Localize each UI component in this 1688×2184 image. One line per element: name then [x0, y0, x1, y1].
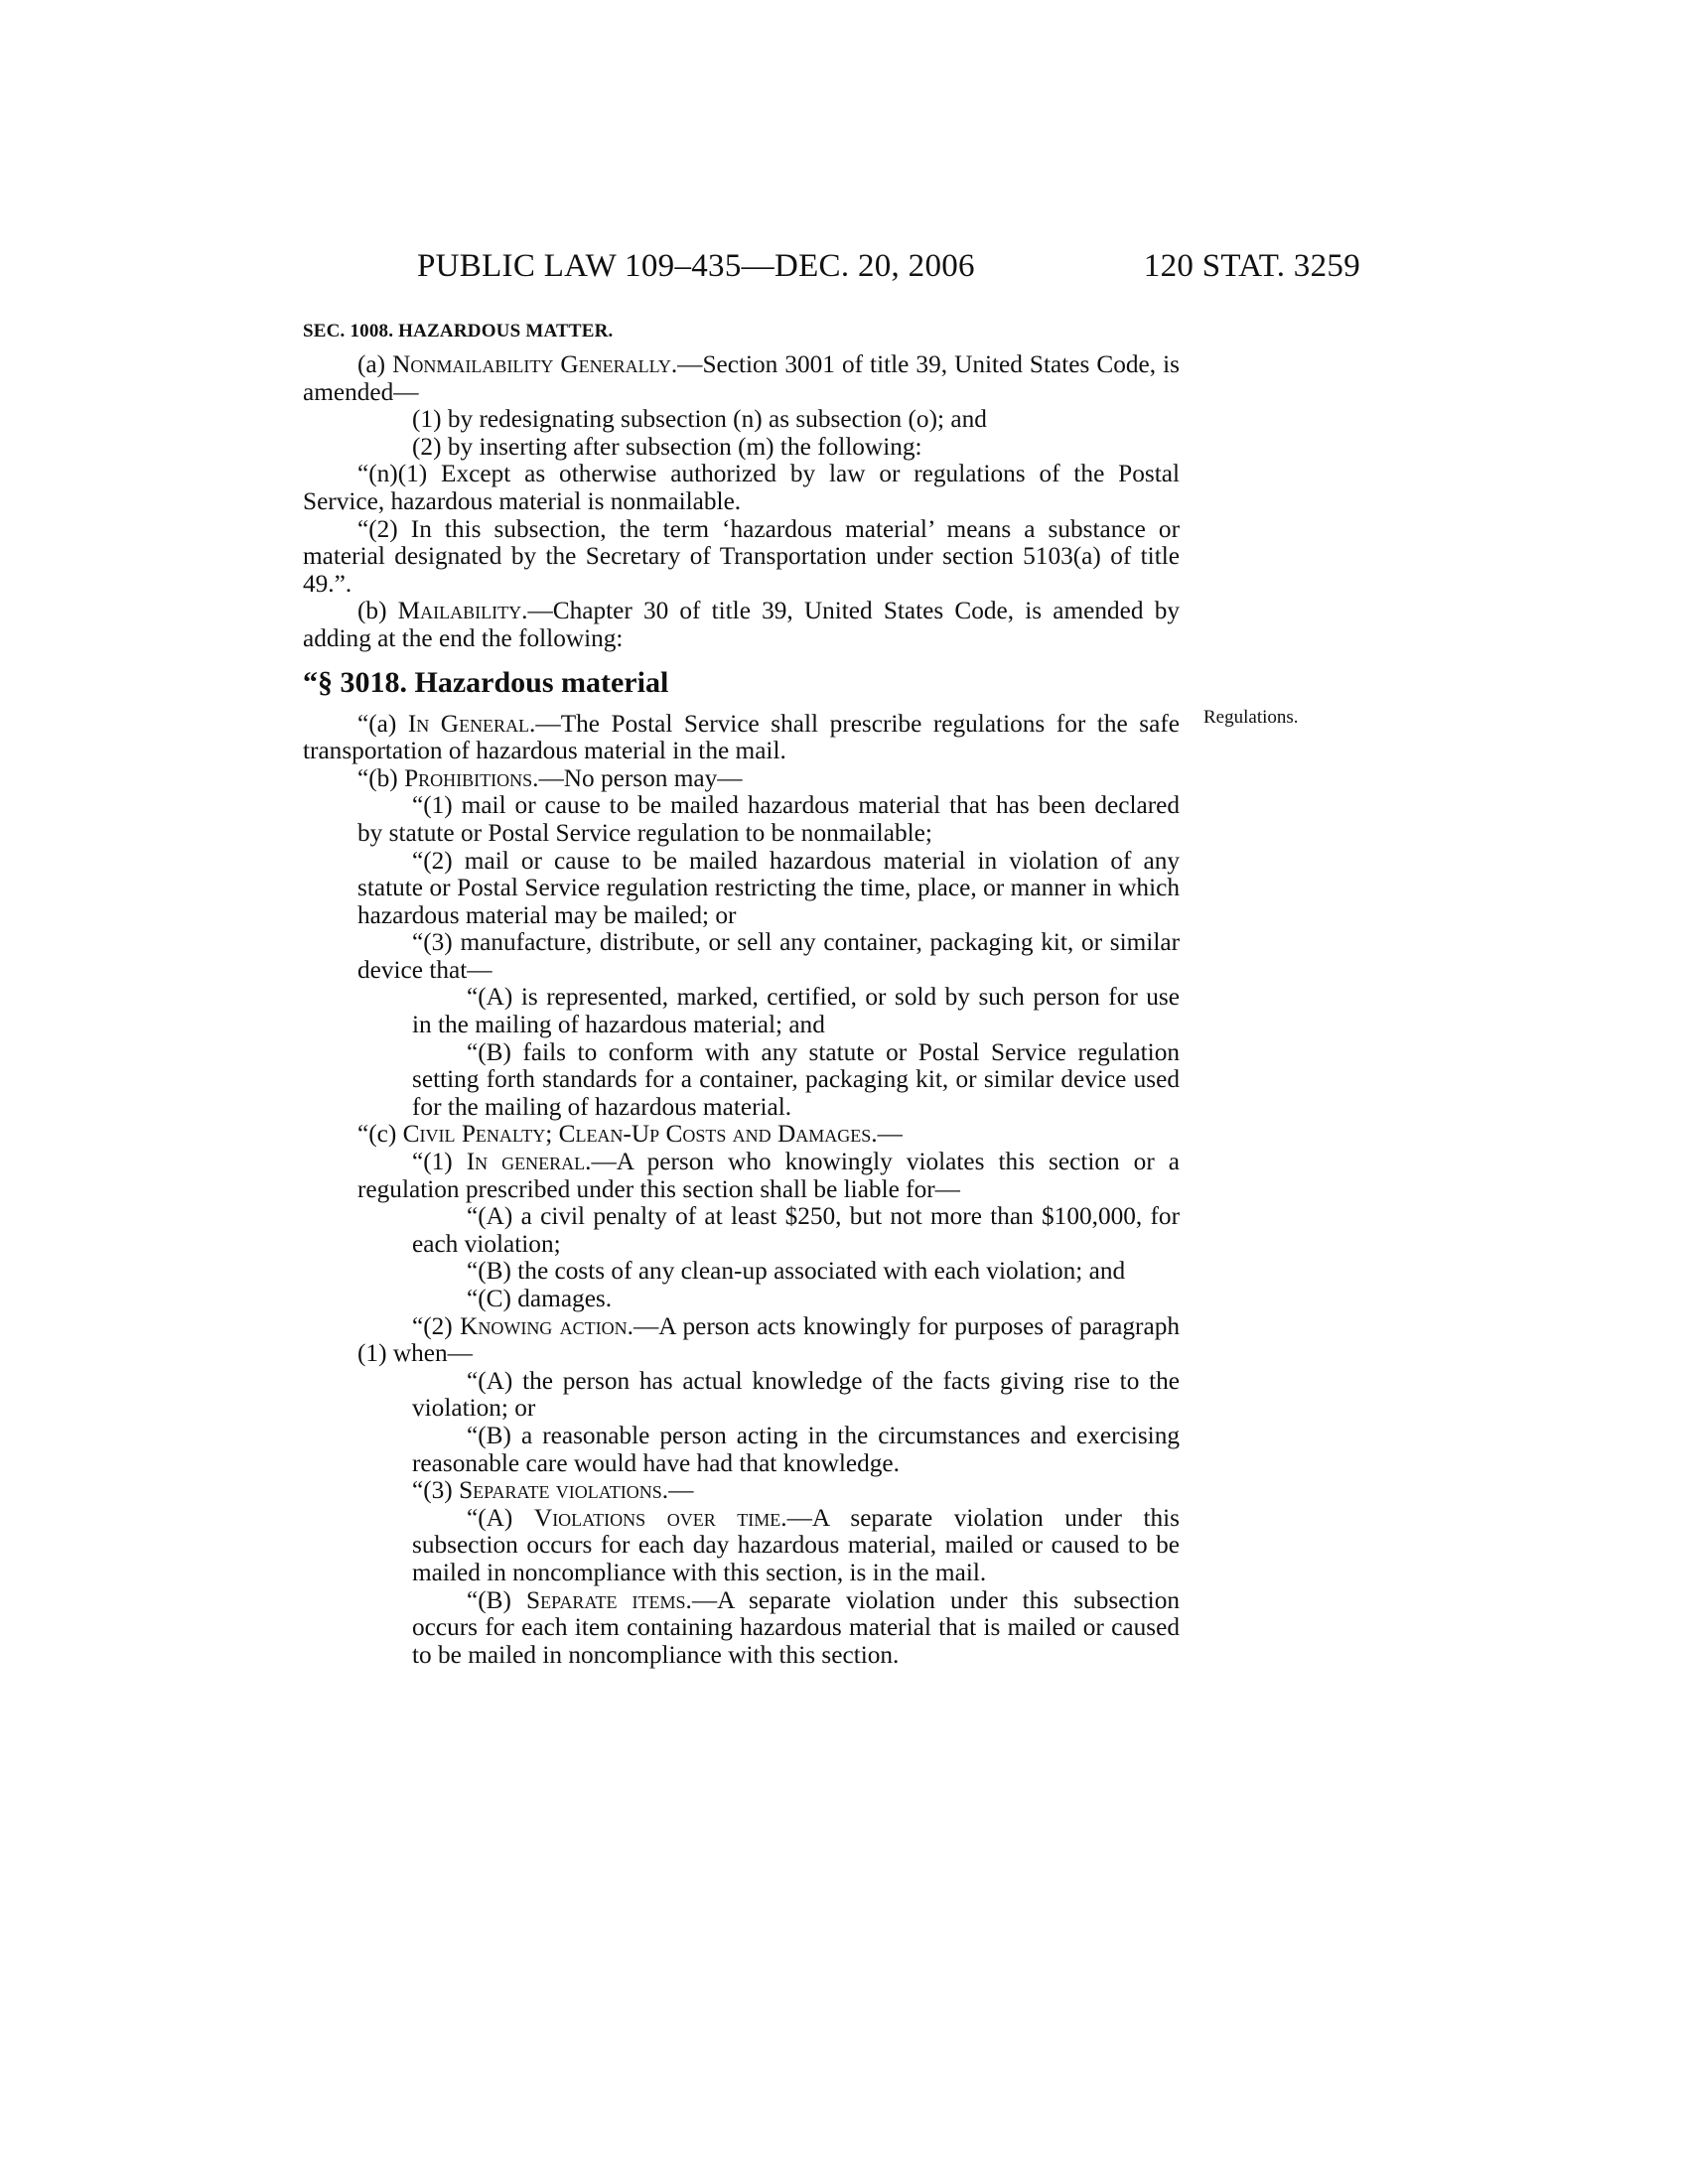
- subsection-a-intro: —Section 3001 of title 39, United States Code, is amended—: [303, 350, 1180, 406]
- code-paragraph-c-3-text: —: [668, 1476, 694, 1505]
- quoted-paragraph-n2: “(2) In this subsection, the term ‘hazardous material’ means a substance or material designated by the Secretary of Transportation under section 5103(a) of title 49.”.: [303, 514, 1180, 598]
- code-paragraph-b-text: —No person may—: [538, 763, 743, 792]
- subsection-b-paragraph: [303, 598, 1180, 652]
- code-paragraph-c-1-label: In general.: [466, 1148, 592, 1176]
- code-paragraph-b: [303, 765, 1180, 793]
- code-paragraph-c-1: [303, 1149, 1180, 1203]
- code-paragraph-c-1a: “(A) a civil penalty of at least $250, but not more than $100,000, for each violation;: [412, 1202, 1180, 1258]
- code-paragraph-c-3a-label: Violations over time.: [533, 1503, 787, 1532]
- subsection-b-prefix: (b): [357, 597, 398, 625]
- code-section-heading: “§ 3018. Hazardous material: [303, 665, 669, 699]
- quoted-paragraph-n1: “(n)(1) Except as otherwise authorized by law or regulations of the Postal Service, hazardous material is nonmailable.: [303, 460, 1180, 515]
- code-paragraph-c-3-label: Separate violations.: [459, 1476, 669, 1505]
- running-header: [417, 246, 1360, 286]
- code-paragraph-c-2-prefix: “(2): [412, 1311, 461, 1340]
- code-paragraph-c-3-prefix: “(3): [412, 1476, 460, 1505]
- subsection-b-label: Mailability.: [397, 597, 528, 625]
- code-paragraph-c-3b-text: —A separate violation under this subsection occurs for each item containing hazardous material that is mailed or caused to be mailed in noncompliance with this section.: [412, 1585, 1181, 1669]
- subsection-a-item-2: (2) by inserting after subsection (m) the following:: [412, 432, 922, 461]
- running-title: PUBLIC LAW 109–435—DEC. 20, 2006: [417, 248, 975, 284]
- body-text: [303, 351, 1180, 1669]
- margin-note: Regulations.: [1203, 707, 1299, 728]
- code-paragraph-b-item-3a: “(A) is represented, marked, certified, or sold by such person for use in the mailing of hazardous material; and: [412, 983, 1180, 1039]
- code-paragraph-c-2-label: Knowing action.: [460, 1311, 633, 1340]
- code-paragraph-c-3a-text: —A separate violation under this subsection occurs for each day hazardous material, mailed or caused to be mailed in noncompliance with this section, is in the mail.: [412, 1503, 1180, 1586]
- code-paragraph-b-item-3: “(3) manufacture, distribute, or sell any container, packaging kit, or similar device that—: [357, 928, 1180, 984]
- code-paragraph-c-text: —: [877, 1120, 903, 1149]
- code-paragraph-a-label: In General.: [407, 709, 536, 738]
- code-paragraph-c-label: Civil Penalty; Clean-Up Costs and Damages.: [402, 1120, 878, 1149]
- code-paragraph-b-prefix: “(b): [357, 763, 405, 792]
- code-paragraph-c-1-prefix: “(1): [412, 1148, 467, 1176]
- subsection-a-label: Nonmailability Generally.: [392, 350, 678, 378]
- code-paragraph-c-1-text: —A person who knowingly violates this section or a regulation prescribed under this section shall be liable for—: [357, 1148, 1180, 1203]
- code-paragraph-b-label: Prohibitions.: [404, 763, 539, 792]
- code-paragraph-c-3: [303, 1477, 1180, 1505]
- subsection-a-prefix: (a): [357, 350, 393, 378]
- code-paragraph-c-3b-label: Separate items.: [526, 1585, 692, 1614]
- code-paragraph-a: [303, 711, 1180, 765]
- code-paragraph-c-3b-prefix: “(B): [467, 1585, 527, 1614]
- page-number: 120 STAT. 3259: [1143, 248, 1360, 284]
- code-paragraph-c-2b: “(B) a reasonable person acting in the circumstances and exercising reasonable care would have had that knowledge.: [412, 1421, 1180, 1477]
- code-paragraph-c-prefix: “(c): [357, 1120, 403, 1149]
- code-paragraph-c-2: [303, 1313, 1180, 1368]
- code-paragraph-c-2-text: —A person acts knowingly for purposes of paragraph (1) when—: [357, 1311, 1180, 1368]
- code-paragraph-a-text: —The Postal Service shall prescribe regulations for the safe transportation of hazardous material in the mail.: [303, 709, 1180, 765]
- code-paragraph-c-3a-prefix: “(A): [467, 1503, 534, 1532]
- code-paragraph-c-1c: “(C) damages.: [467, 1285, 613, 1312]
- code-paragraph-c-1b: “(B) the costs of any clean-up associated with each violation; and: [467, 1257, 1126, 1286]
- code-paragraph-b-item-3b: “(B) fails to conform with any statute or Postal Service regulation setting forth standards for a container, packaging kit, or similar device used for the mailing of hazardous material.: [412, 1037, 1180, 1121]
- subsection-a-paragraph: [303, 351, 1180, 406]
- code-paragraph-c-2a: “(A) the person has actual knowledge of the facts giving rise to the violation; or: [412, 1366, 1180, 1423]
- code-paragraph-c-3a: [303, 1505, 1180, 1587]
- code-paragraph-b-item-2: “(2) mail or cause to be mailed hazardous material in violation of any statute or Postal Service regulation restricting the time, place, or manner in which hazardous material may be mailed; or: [357, 846, 1180, 929]
- code-paragraph-c: [303, 1121, 1180, 1149]
- section-heading: SEC. 1008. HAZARDOUS MATTER.: [303, 321, 614, 341]
- code-paragraph-b-item-1: “(1) mail or cause to be mailed hazardous material that has been declared by statute or Postal Service regulation to be nonmailable;: [357, 791, 1180, 847]
- code-paragraph-c-3b: [303, 1587, 1180, 1670]
- subsection-b-text: —Chapter 30 of title 39, United States Code, is amended by adding at the end the following:: [303, 597, 1180, 652]
- subsection-a-item-1: (1) by redesignating subsection (n) as subsection (o); and: [412, 405, 987, 434]
- code-paragraph-a-prefix: “(a): [357, 709, 408, 738]
